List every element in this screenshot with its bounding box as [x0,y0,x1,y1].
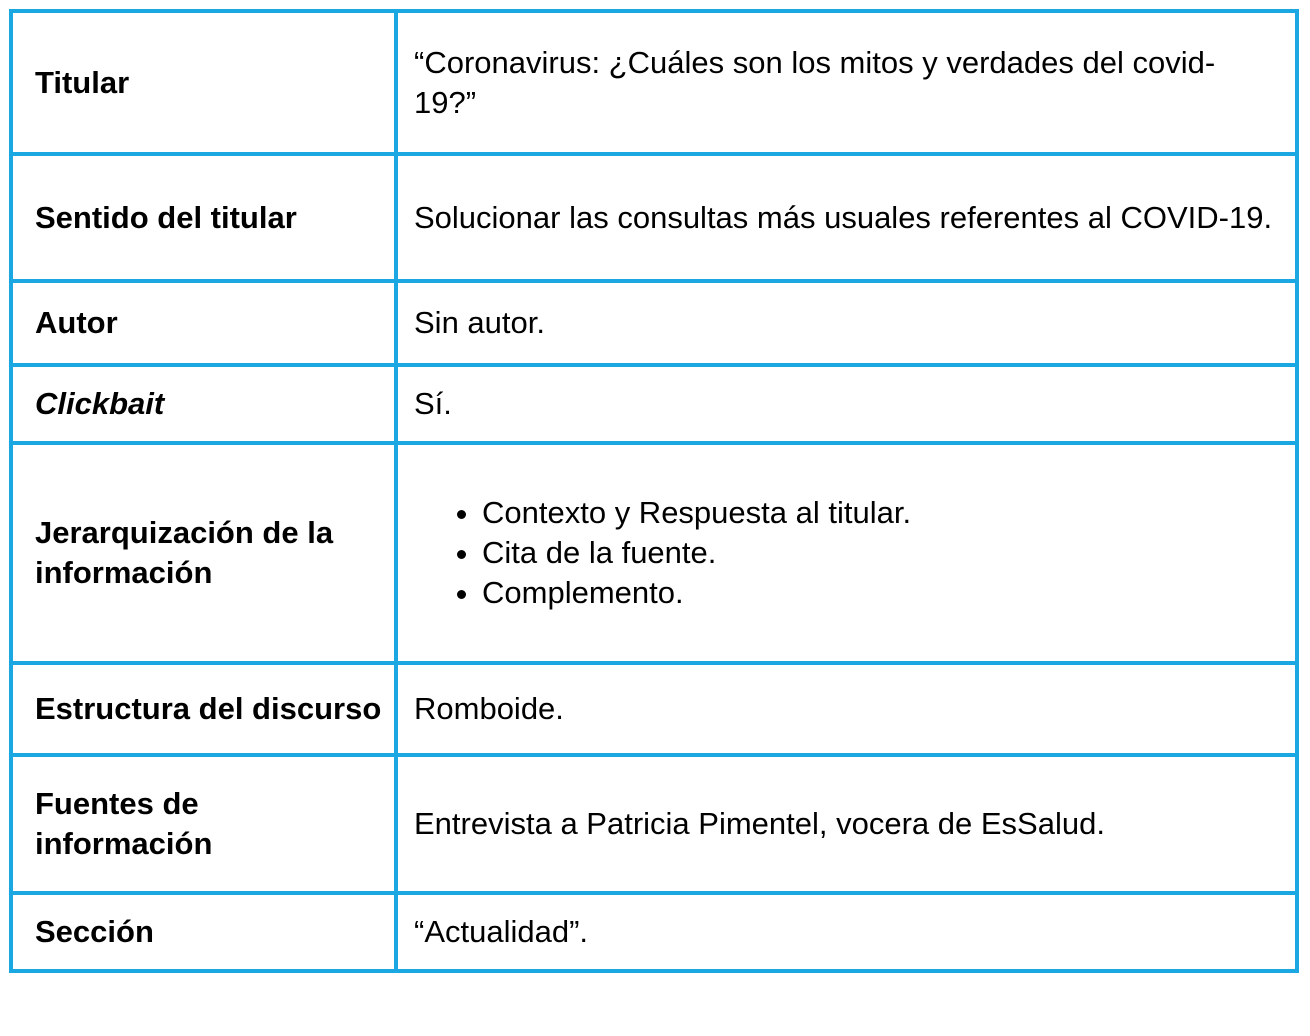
table-row-fuentes [11,755,1297,893]
table-row-seccion [11,893,1297,971]
row-label-sentido: Sentido del titular [11,154,396,281]
table-row-estructura [11,663,1297,755]
table-row-sentido [11,154,1297,281]
row-value-fuentes: Entrevista a Patricia Pimentel, vocera de EsSalud. [396,755,1297,893]
list-item: • Cita de la fuente. [482,533,1275,573]
list-item: • Contexto y Respuesta al titular. [482,493,1275,533]
row-label-seccion: Sección [11,893,396,971]
list-item: • Complemento. [482,573,1275,613]
row-value-titular: “Coronavirus: ¿Cuáles son los mitos y verdades del covid-19?” [396,11,1297,154]
row-label-clickbait: Clickbait [11,365,396,443]
table-row-clickbait [11,365,1297,443]
row-value-seccion: “Actualidad”. [396,893,1297,971]
row-label-estructura: Estructura del discurso [11,663,396,755]
row-value-jerarquizacion [396,443,1297,663]
row-value-clickbait: Sí. [396,365,1297,443]
row-label-titular: Titular [11,11,396,154]
table-row-titular [11,11,1297,154]
bullet-list [414,493,1275,613]
table-row-autor [11,281,1297,365]
analysis-table [9,9,1299,973]
row-value-sentido: Solucionar las consultas más usuales referentes al COVID-19. [396,154,1297,281]
row-label-jerarquizacion: Jerarquización de la información [11,443,396,663]
row-value-estructura: Romboide. [396,663,1297,755]
row-label-autor: Autor [11,281,396,365]
row-value-autor: Sin autor. [396,281,1297,365]
table-row-jerarquizacion [11,443,1297,663]
row-label-fuentes: Fuentes de información [11,755,396,893]
